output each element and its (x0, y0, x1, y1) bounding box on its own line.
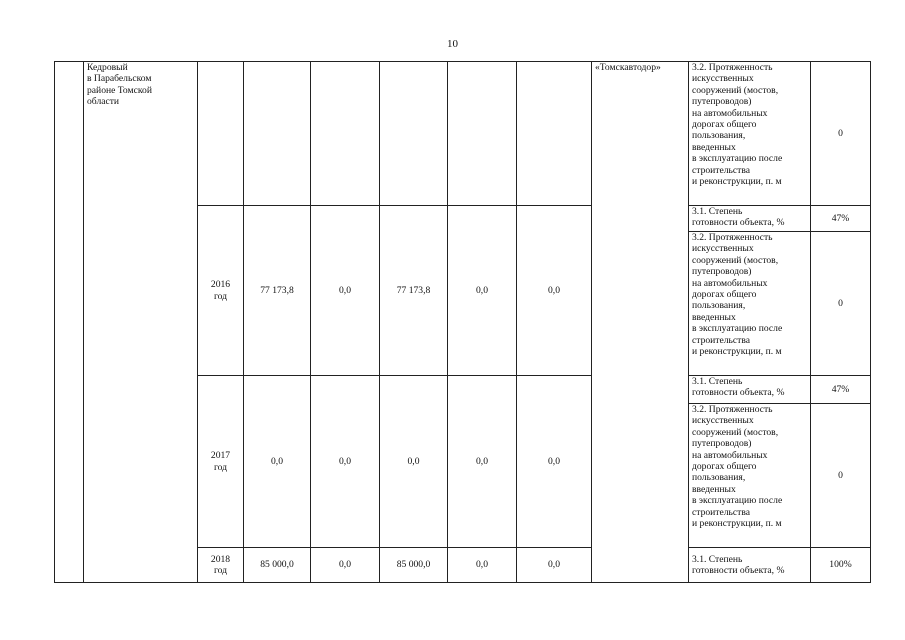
executor: «Томскавтодор» (592, 62, 689, 583)
program-table (54, 61, 871, 583)
year-cell (198, 62, 244, 206)
other-cell: 0,0 (517, 376, 592, 548)
year-cell: 2016 год (198, 206, 244, 376)
other-cell: 0,0 (517, 206, 592, 376)
indicator-value: 0 (811, 62, 871, 206)
indicator-value: 100% (811, 548, 871, 583)
indicator-value: 0 (811, 404, 871, 548)
regional-cell: 0,0 (380, 376, 448, 548)
indicator-readiness: 3.1. Степень готовности объекта, % (689, 376, 811, 404)
other-cell (517, 62, 592, 206)
indicator-length: 3.2. Протяженность искусственных сооружений (мостов, путепроводов) на автомобильных дорогах общего пользования, введенных в эксплуатацию после строительства и реконструкции, п. м (689, 62, 811, 206)
local-cell (448, 62, 517, 206)
year-cell: 2017 год (198, 376, 244, 548)
total-cell (244, 62, 311, 206)
indicator-length: 3.2. Протяженность искусственных сооружений (мостов, путепроводов) на автомобильных дорогах общего пользования, введенных в эксплуатацию после строительства и реконструкции, п. м (689, 232, 811, 376)
other-cell: 0,0 (517, 548, 592, 583)
page-number: 10 (447, 38, 458, 50)
regional-cell (380, 62, 448, 206)
indicator-value: 47% (811, 206, 871, 232)
total-cell: 77 173,8 (244, 206, 311, 376)
local-cell: 0,0 (448, 206, 517, 376)
federal-cell: 0,0 (311, 548, 380, 583)
table-row (55, 62, 871, 206)
indicator-readiness: 3.1. Степень готовности объекта, % (689, 206, 811, 232)
federal-cell: 0,0 (311, 206, 380, 376)
total-cell: 0,0 (244, 376, 311, 548)
indicator-readiness: 3.1. Степень готовности объекта, % (689, 548, 811, 583)
regional-cell: 77 173,8 (380, 206, 448, 376)
federal-cell: 0,0 (311, 376, 380, 548)
local-cell: 0,0 (448, 376, 517, 548)
regional-cell: 85 000,0 (380, 548, 448, 583)
indicator-length: 3.2. Протяженность искусственных сооружений (мостов, путепроводов) на автомобильных дорогах общего пользования, введенных в эксплуатацию после строительства и реконструкции, п. м (689, 404, 811, 548)
indicator-value: 47% (811, 376, 871, 404)
indicator-value: 0 (811, 232, 871, 376)
federal-cell (311, 62, 380, 206)
object-name: Кедровый в Парабельском районе Томской области (84, 62, 198, 583)
year-cell: 2018 год (198, 548, 244, 583)
total-cell: 85 000,0 (244, 548, 311, 583)
local-cell: 0,0 (448, 548, 517, 583)
index-cell (55, 62, 84, 583)
